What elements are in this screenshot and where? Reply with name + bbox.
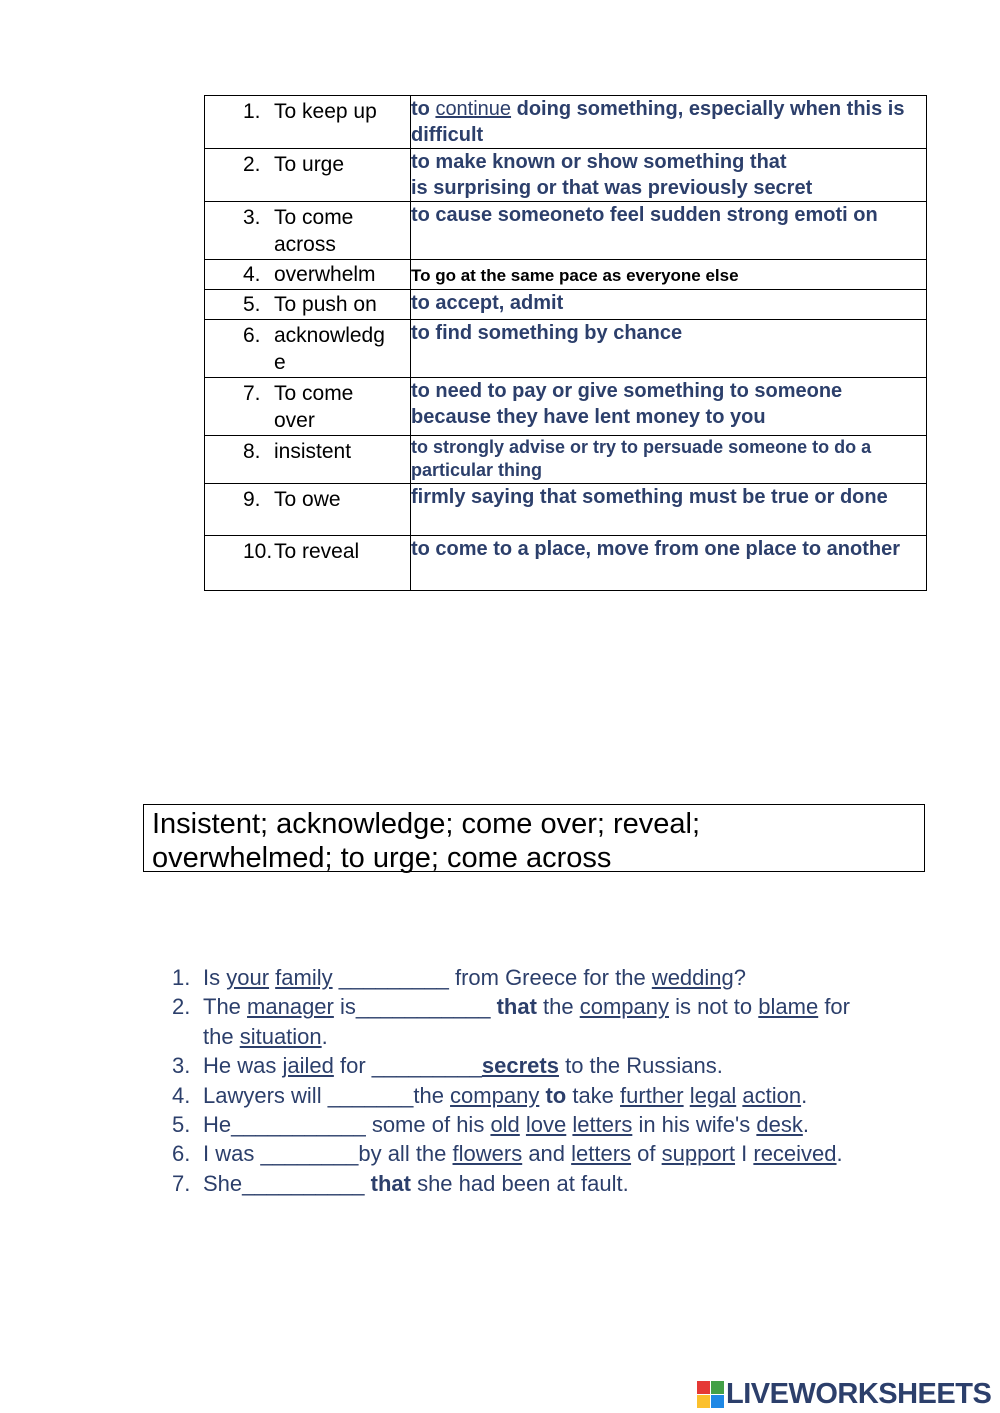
definition: to come to a place, move from one place to another: [411, 536, 927, 591]
definition: firmly saying that something must be true or done: [411, 484, 927, 536]
dictionary-link[interactable]: further: [620, 1082, 684, 1108]
term: To come across: [274, 206, 354, 256]
dictionary-link[interactable]: family: [275, 965, 333, 990]
definition: to accept, admit: [411, 290, 927, 320]
exercise-item: 1. Is your family _________ from Greece for the wedding?: [172, 965, 747, 990]
definition: to strongly advise or try to persuade someone to do a particular thing: [411, 436, 927, 484]
item-number: 5.: [243, 293, 261, 316]
item-number: 3.: [243, 206, 261, 229]
dictionary-link[interactable]: desk: [756, 1112, 803, 1138]
exercise-item: 7. She__________ that she had been at fault.: [172, 1170, 629, 1196]
exercise-item: 4. Lawyers will _______the company to take further legal action.: [172, 1082, 808, 1108]
dictionary-link[interactable]: action: [742, 1082, 802, 1108]
term: To urge: [274, 153, 345, 176]
vocab-row: [205, 436, 927, 484]
exercise-item: 2. The manager is___________ that the company is not to blame for the situation.: [172, 994, 850, 1049]
item-number: 10.: [243, 540, 273, 563]
item-number: 1.: [243, 100, 261, 123]
dictionary-link[interactable]: jailed: [282, 1053, 334, 1079]
exercise-item: 5. He___________ some of his old love letters in his wife's desk.: [172, 1112, 809, 1138]
definition: to continue doing something, especially when this is difficult: [411, 96, 927, 149]
dictionary-link[interactable]: continue: [435, 98, 512, 120]
item-number: 4.: [243, 263, 261, 286]
term: overwhelm: [274, 263, 376, 286]
dictionary-link[interactable]: company: [579, 994, 669, 1020]
item-number: 8.: [243, 440, 261, 463]
term: To come over: [274, 382, 354, 432]
vocab-row: [205, 260, 927, 290]
term: acknowledg e: [274, 324, 385, 374]
term: To keep up: [274, 100, 377, 123]
dictionary-link[interactable]: manager: [247, 994, 334, 1020]
dictionary-link[interactable]: situation: [239, 1023, 322, 1049]
fill-in-exercises: [172, 963, 932, 1198]
dictionary-link[interactable]: support: [661, 1141, 736, 1167]
term: insistent: [274, 440, 352, 463]
item-number: 2.: [243, 153, 261, 176]
item-number: 9.: [243, 488, 261, 511]
vocab-row: [205, 290, 927, 320]
vocab-row: [205, 149, 927, 202]
dictionary-link[interactable]: legal: [689, 1082, 737, 1108]
vocab-row: [205, 320, 927, 378]
liveworksheets-logo: [697, 1378, 991, 1411]
dictionary-link[interactable]: wedding: [651, 965, 734, 990]
definition: To go at the same pace as everyone else: [411, 260, 927, 290]
word-bank-line: Insistent; acknowledge; come over; reveal;: [152, 808, 701, 840]
dictionary-link[interactable]: letters: [572, 1112, 633, 1138]
dictionary-link[interactable]: letters: [571, 1141, 632, 1167]
dictionary-link[interactable]: secrets: [481, 1053, 559, 1079]
word-bank: [143, 804, 925, 872]
term: To push on: [274, 293, 377, 316]
definition: to find something by chance: [411, 320, 927, 378]
dictionary-link[interactable]: company: [450, 1082, 540, 1108]
dictionary-link[interactable]: blame: [758, 994, 819, 1020]
dictionary-link[interactable]: old: [490, 1112, 520, 1138]
word-bank-line: overwhelmed; to urge; come across: [152, 842, 612, 874]
logo-blocks-icon: [697, 1381, 724, 1408]
definition: to need to pay or give something to someone because they have lent money to you: [411, 378, 927, 436]
dictionary-link[interactable]: flowers: [452, 1141, 523, 1167]
dictionary-link[interactable]: your: [226, 965, 270, 990]
dictionary-link[interactable]: love: [525, 1112, 567, 1138]
vocab-row: [205, 202, 927, 260]
term: To owe: [274, 488, 341, 511]
logo-text: LIVEWORKSHEETS: [726, 1378, 992, 1410]
definition: to make known or show something that is surprising or that was previously secret: [411, 149, 927, 202]
item-number: 6.: [243, 324, 261, 347]
vocabulary-table: [204, 95, 927, 591]
exercise-item: 3. He was jailed for _________secrets to the Russians.: [172, 1053, 723, 1079]
term: To reveal: [274, 540, 360, 563]
definition: to cause someoneto feel sudden strong emoti on: [411, 202, 927, 260]
vocab-row: [205, 536, 927, 591]
vocab-row: [205, 484, 927, 536]
dictionary-link[interactable]: received: [753, 1141, 837, 1167]
item-number: 7.: [243, 382, 261, 405]
vocab-row: [205, 378, 927, 436]
exercise-item: 6. I was ________by all the flowers and letters of support I received.: [172, 1141, 843, 1167]
vocab-row: [205, 96, 927, 149]
